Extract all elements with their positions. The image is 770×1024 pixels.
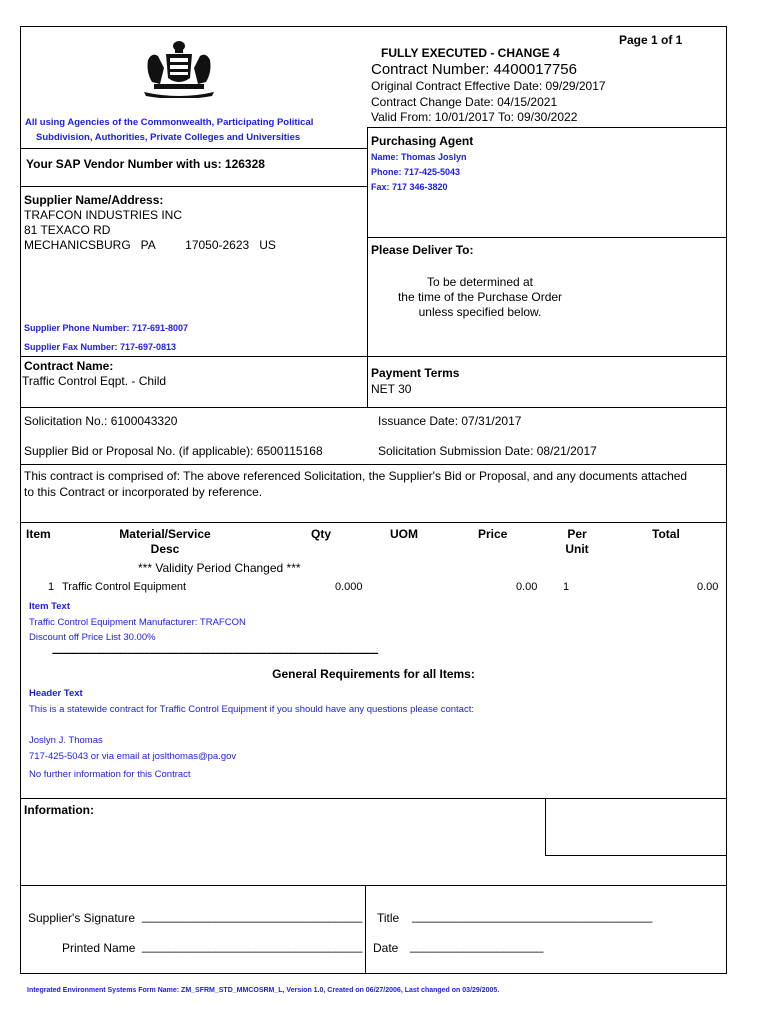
supplier-signature-line[interactable]: _________________________________ xyxy=(142,909,363,923)
valid-dates: Valid From: 10/01/2017 To: 09/30/2022 xyxy=(371,110,578,124)
agencies-line-2: Subdivision, Authorities, Private Colleges and Universities xyxy=(36,132,301,143)
line-item-total: 0.00 xyxy=(697,581,719,593)
purchasing-agent-heading: Purchasing Agent xyxy=(371,134,474,148)
column-total: Total xyxy=(652,527,680,541)
form-footer: Integrated Environment Systems Form Name: ZM_SFRM_STD_MMCOSRM_L, Version 1.0, Created on 06/27/2006, Last changed on 03/29/2005. xyxy=(27,987,500,994)
divider xyxy=(20,407,727,408)
information-heading: Information: xyxy=(24,803,94,817)
deliver-line-1: To be determined at xyxy=(426,275,534,289)
payment-terms-heading: Payment Terms xyxy=(371,366,460,380)
divider xyxy=(20,148,367,149)
dashed-separator: -------------------------------------------------------------------------------------------------------------------------------------- xyxy=(52,648,378,659)
divider xyxy=(20,464,727,465)
header-text-line-1: This is a statewide contract for Traffic Control Equipment if you should have any questions please contact: xyxy=(29,704,474,715)
divider xyxy=(367,127,727,128)
issuance-date: Issuance Date: 07/31/2017 xyxy=(378,414,522,428)
solicitation-number: Solicitation No.: 6100043320 xyxy=(24,414,178,428)
commonwealth-seal-icon xyxy=(138,38,220,98)
supplier-heading: Supplier Name/Address: xyxy=(24,193,164,207)
header-text-heading: Header Text xyxy=(29,688,83,699)
divider xyxy=(20,885,727,886)
header-text-line-2: Joslyn J. Thomas xyxy=(29,735,103,746)
column-material: Material/Service xyxy=(119,527,211,541)
item-text-line-2: Discount off Price List 30.00% xyxy=(29,632,156,643)
item-text-heading: Item Text xyxy=(29,601,71,612)
divider xyxy=(20,798,727,799)
contract-name-heading: Contract Name: xyxy=(24,359,114,373)
line-item-desc: Traffic Control Equipment xyxy=(62,581,187,593)
general-requirements: General Requirements for all Items: xyxy=(272,667,475,681)
date-line[interactable]: ____________________ xyxy=(410,939,544,953)
header-text-line-3: 717-425-5043 or via email at joslthomas@pa.gov xyxy=(29,751,237,762)
comprised-line-1: This contract is comprised of: The above referenced Solicitation, the Supplier's Bid or Proposal, and any documents attached xyxy=(24,469,688,483)
payment-terms-value: NET 30 xyxy=(371,382,412,396)
line-item-number: 1 xyxy=(48,581,55,593)
supplier-signature-label: Supplier's Signature xyxy=(28,911,136,925)
printed-name-line[interactable]: _________________________________ xyxy=(142,939,363,953)
contract-status: FULLY EXECUTED - CHANGE 4 xyxy=(381,46,560,60)
column-uom: UOM xyxy=(390,527,418,541)
agencies-line-1: All using Agencies of the Commonwealth, Participating Political xyxy=(25,117,314,128)
supplier-street: 81 TEXACO RD xyxy=(24,223,111,237)
deliver-heading: Please Deliver To: xyxy=(371,243,474,257)
original-effective-date: Original Contract Effective Date: 09/29/2017 xyxy=(371,79,606,93)
item-text-line-1: Traffic Control Equipment Manufacturer: TRAFCON xyxy=(29,617,246,628)
column-qty: Qty xyxy=(311,527,332,541)
bid-number: Supplier Bid or Proposal No. (if applicable): 6500115168 xyxy=(24,444,323,458)
contract-name-value: Traffic Control Eqpt. - Child xyxy=(22,374,167,388)
line-item-per: 1 xyxy=(563,581,570,593)
comprised-line-2: to this Contract or incorporated by reference. xyxy=(24,485,263,499)
vendor-number: Your SAP Vendor Number with us: 126328 xyxy=(26,157,265,171)
deliver-line-3: unless specified below. xyxy=(418,305,542,319)
divider xyxy=(367,237,727,238)
column-material-desc: Desc xyxy=(150,542,180,556)
divider xyxy=(545,798,546,855)
divider xyxy=(365,885,366,974)
divider xyxy=(367,127,368,407)
header-text-line-4: No further information for this Contract xyxy=(29,769,191,780)
title-label: Title xyxy=(377,911,400,925)
supplier-city: MECHANICSBURG PA 17050-2623 US xyxy=(24,238,276,252)
supplier-fax: Supplier Fax Number: 717-697-0813 xyxy=(24,342,177,352)
contract-change-date: Contract Change Date: 04/15/2021 xyxy=(371,95,558,109)
column-per-unit: Unit xyxy=(565,542,589,556)
column-per: Per xyxy=(567,527,587,541)
divider xyxy=(20,186,367,187)
divider xyxy=(20,522,727,523)
agent-name: Name: Thomas Joslyn xyxy=(371,152,467,162)
column-item: Item xyxy=(26,527,51,541)
column-price: Price xyxy=(478,527,508,541)
submission-date: Solicitation Submission Date: 08/21/2017 xyxy=(378,444,597,458)
supplier-name: TRAFCON INDUSTRIES INC xyxy=(24,208,183,222)
agent-fax: Fax: 717 346-3820 xyxy=(371,182,448,192)
validity-note: *** Validity Period Changed *** xyxy=(138,561,301,575)
agent-phone: Phone: 717-425-5043 xyxy=(371,167,461,177)
supplier-phone: Supplier Phone Number: 717-691-8007 xyxy=(24,323,189,333)
divider xyxy=(20,356,727,357)
line-item-price: 0.00 xyxy=(516,581,538,593)
contract-number: Contract Number: 4400017756 xyxy=(371,61,577,78)
title-line[interactable]: ____________________________________ xyxy=(412,909,653,923)
divider xyxy=(545,855,727,856)
page-number: Page 1 of 1 xyxy=(619,33,683,47)
line-item-qty: 0.000 xyxy=(335,581,363,593)
printed-name-label: Printed Name xyxy=(62,941,136,955)
date-label: Date xyxy=(373,941,399,955)
deliver-line-2: the time of the Purchase Order xyxy=(397,290,563,304)
